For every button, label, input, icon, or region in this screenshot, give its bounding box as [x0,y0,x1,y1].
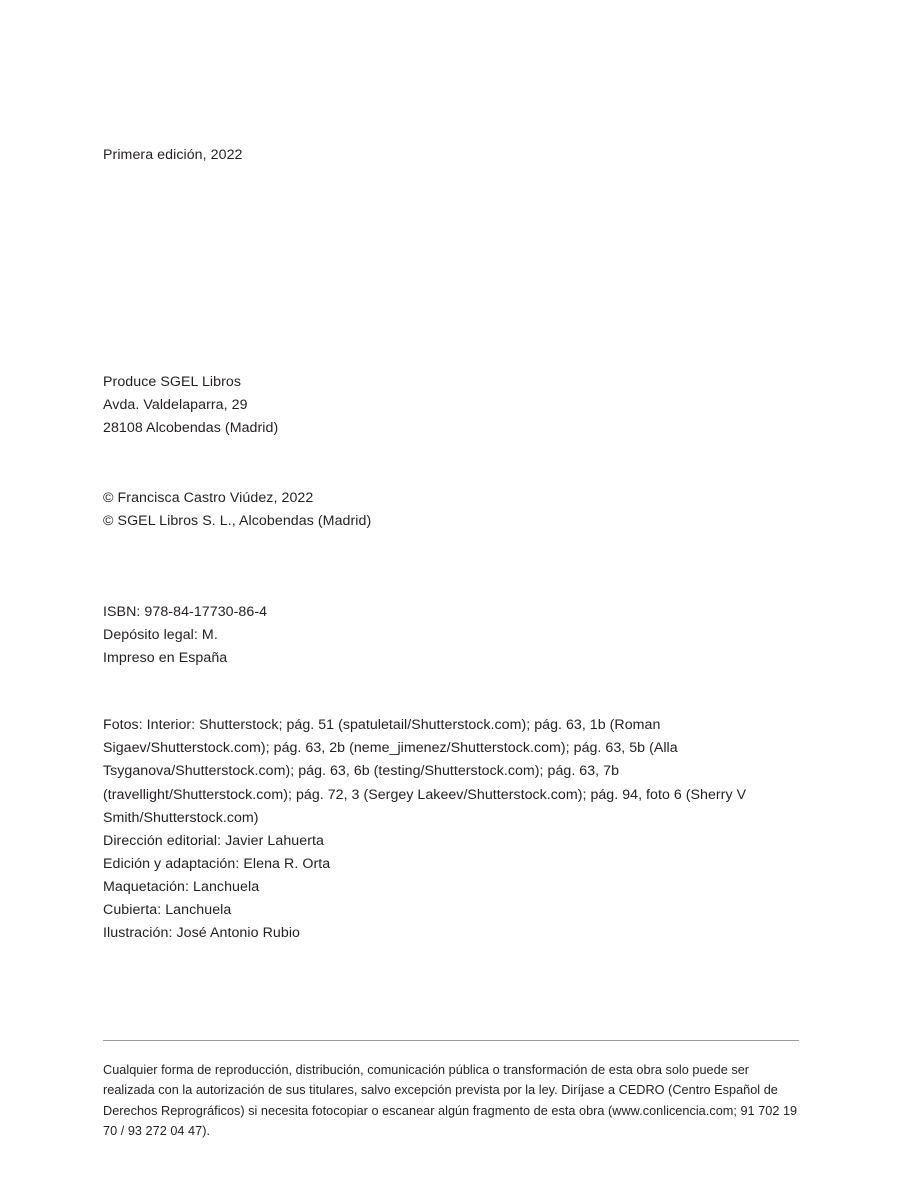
producer-city: 28108 Alcobendas (Madrid) [103,420,279,436]
cover-line: Cubierta: Lanchuela [103,902,232,918]
producer-name: Produce SGEL Libros [103,374,242,390]
editorial-credits-block [103,830,799,945]
isbn-block [103,601,799,670]
edition-line: Primera edición, 2022 [103,147,243,163]
legal-notice-block [103,1060,799,1141]
producer-street: Avda. Valdelaparra, 29 [103,397,248,413]
producer-block [103,371,799,440]
layout-line: Maquetación: Lanchuela [103,879,260,895]
legal-deposit-line: Depósito legal: M. [103,627,218,643]
horizontal-divider [103,1040,799,1041]
illustration-line: Ilustración: José Antonio Rubio [103,925,301,941]
isbn-line: ISBN: 978-84-17730-86-4 [103,604,268,620]
edition-block [103,144,799,167]
editorial-direction-line: Dirección editorial: Javier Lahuerta [103,833,324,849]
legal-notice-text: Cualquier forma de reproducción, distribución, comunicación pública o transformación de esta obra solo puede ser realizada con la autorización de sus titulares, salvo excepción prevista por la ley. Diríjase a CEDRO (Centro Español de Derechos Reprográficos) si necesita fotocopiar o escanear algún fragmento de esta obra (www.conlicencia.com; 91 702 19 70 / 93 272 04 47). [103,1063,798,1138]
copyright-author: © Francisca Castro Viúdez, 2022 [103,490,314,506]
copyright-publisher: © SGEL Libros S. L., Alcobendas (Madrid) [103,513,372,529]
editing-adaptation-line: Edición y adaptación: Elena R. Orta [103,856,331,872]
printed-in-line: Impreso en España [103,650,228,666]
copyright-block [103,487,799,533]
photo-credits-text: Fotos: Interior: Shutterstock; pág. 51 (spatuletail/Shutterstock.com); pág. 63, 1b (Roman Sigaev/Shutterstock.com); pág. 63, 2b (neme_jimenez/Shutterstock.com); pág. 63, 5b (Alla Tsyganova/Shutterstock.com); pág. 63, 6b (testing/Shutterstock.com); pág. 63, 7b (travellight/Shutterstock.com); pág. 72, 3 (Sergey Lakeev/Shutterstock.com); pág. 94, foto 6 (Sherry V Smith/Shutterstock.com) [103,717,747,826]
photo-credits-block [103,714,799,830]
